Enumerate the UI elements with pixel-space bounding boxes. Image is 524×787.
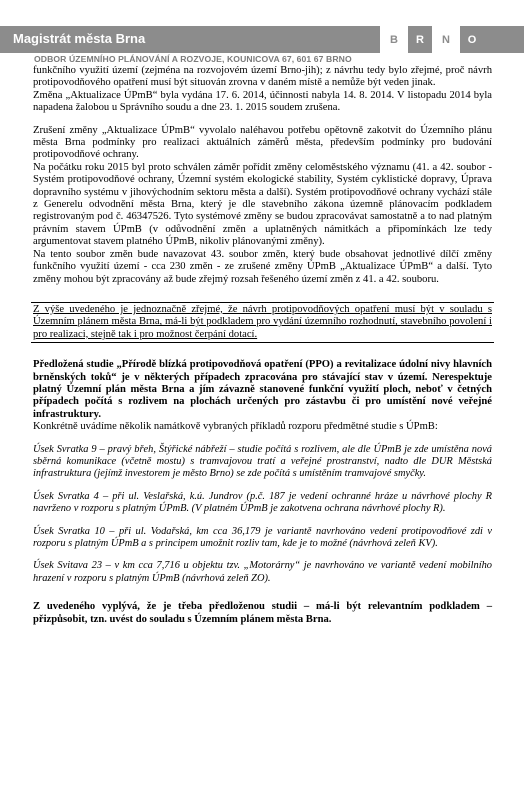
study-assessment: Předložená studie „Přírodě blízká protipovodňová opatření (PPO) a revitalizace údolní nivy hlavních brněnských toků“ je v některých případech zpracována pro stávající stav v území. Nerespektuje platný Územní plán města Brna a jím závazně stanovené funkční využití ploch, neboť v četných případech počítá s rozlivem na plochách určených pro zástavbu či pro umístění nové veřejné infrastruktury. (33, 359, 492, 420)
document-body (33, 65, 492, 626)
logo-letter-r: R (406, 26, 432, 53)
example-svratka-4: Úsek Svratka 4 – při ul. Veslařská, k.ú. Jundrov (p.č. 187 je vedení ochranné hráze u návrhové plochy R navrženo v rozporu s platným ÚPmB. (V platném ÚPmB je zakotvena ochrana návrhové plochy R). (33, 490, 492, 515)
department-address: ODBOR ÚZEMNÍHO PLÁNOVÁNÍ A ROZVOJE, KOUNICOVA 67, 601 67 BRNO (34, 54, 352, 64)
office-title: Magistrát města Brna (13, 31, 146, 46)
emphasis-text: Z výše uvedeného je jednoznačně zřejmé, že návrh protipovodňových opatření musí být v souladu s Územním plánem města Brna, má-li být podkladem pro vydání územního rozhodnutí, stavebního povolení i pro realizaci, stejně tak i pro možnost čerpání dotací. (33, 303, 492, 340)
conclusion: Z uvedeného vyplývá, že je třeba předloženou studii – má-li být relevantním podkladem – přizpůsobit, tzn. uvést do souladu s Územním plánem města Brna. (33, 601, 492, 625)
example-svratka-9: Úsek Svratka 9 – pravý břeh, Štýřické nábřeží – studie počítá s rozlivem, ale dle ÚPmB je zde umístěna nová sběrná komunikace (včetně mostu) s tramvajovou tratí a veřejné prostranství, nadto dle DUR Městská infrastruktura (jejímž investorem je město Brno) se zde počítá s umístěním tramvajové smyčky. (33, 443, 492, 480)
brno-logo (380, 26, 484, 53)
logo-letter-o: O (458, 26, 484, 53)
paragraph-annulment-consequence: Zrušení změny „Aktualizace ÚPmB“ vyvolalo naléhavou potřebu opětovně zakotvit do Územního plánu města Brna podmínky pro realizaci aktuálních záměrů města, především podmínky pro budování protipovodňové ochrany. (33, 124, 492, 161)
paragraph-new-changes: Na počátku roku 2015 byl proto schválen záměr pořídit změny celoměstského významu (41. a 42. soubor - Systém protipovodňové ochrany, Územní systém ekologické stability, Systém cyklistické dopravy, Úprava dopravního systému v jihovýchodním sektoru města a další). Systém protipovodňové ochrany vychází stále z Generelu odvodnění města Brna, který je dle stavebního zákona územně plánovacím podkladem registrovaným pod č. 46347526. Tyto systémové změny se budou zpracovávat samostatně a to nad platným právním stavem ÚPmB (v odůvodnění změn a uplatněných námitkách a připomínkách lze tedy argumentovat stavem platného ÚPmB, nikoliv plánovanými změny). (33, 161, 492, 248)
example-svitava-23: Úsek Svitava 23 – v km cca 7,716 u objektu tzv. „Motorárny“ je navrhováno ve variantě vedení mobilního hrazení v rozporu s platným ÚPmB (návrhová zeleň ZO). (33, 560, 492, 584)
letterhead-bar (0, 26, 524, 53)
paragraph-continuation: funkčního využití území (zejména na rozvojovém území Brno-jih); z návrhu tedy bylo zřejmé, proč návrh protipovodňového opatření musí být situován zrovna v daném místě a nemůže být veden jinak. (33, 65, 492, 89)
paragraph-follow-up-changes: Na tento soubor změn bude navazovat 43. soubor změn, který bude obsahovat jednotlivé dílčí změny funkčního využití území - cca 230 změn - ze zrušené změny ÚPmB „Aktualizace ÚPmB“ a další. Tyto změny mohou být zpracovány až bude zřejmý rozsah řešeného území změn z 41. a 42. souboru. (33, 248, 492, 285)
logo-letter-b: B (380, 26, 406, 53)
emphasis-box (31, 302, 494, 343)
paragraph-update-annulled: Změna „Aktualizace ÚPmB“ byla vydána 17. 6. 2014, účinnosti nabyla 14. 8. 2014. V listopadu 2014 byla napadena žalobou u Správního soudu a dne 23. 1. 2015 soudem zrušena. (33, 89, 492, 114)
logo-letter-n: N (432, 26, 458, 53)
examples-intro: Konkrétně uvádíme několik namátkově vybraných příkladů rozporu předmětné studie s ÚPmB: (33, 421, 438, 433)
example-svratka-10: Úsek Svratka 10 – při ul. Vodařská, km cca 36,179 je variantě navrhováno vedení protipovodňové zdi v rozporu s platným ÚPmB a s principem umožnit rozliv tam, kde je to možné (návrhová zeleň KV). (33, 525, 492, 549)
